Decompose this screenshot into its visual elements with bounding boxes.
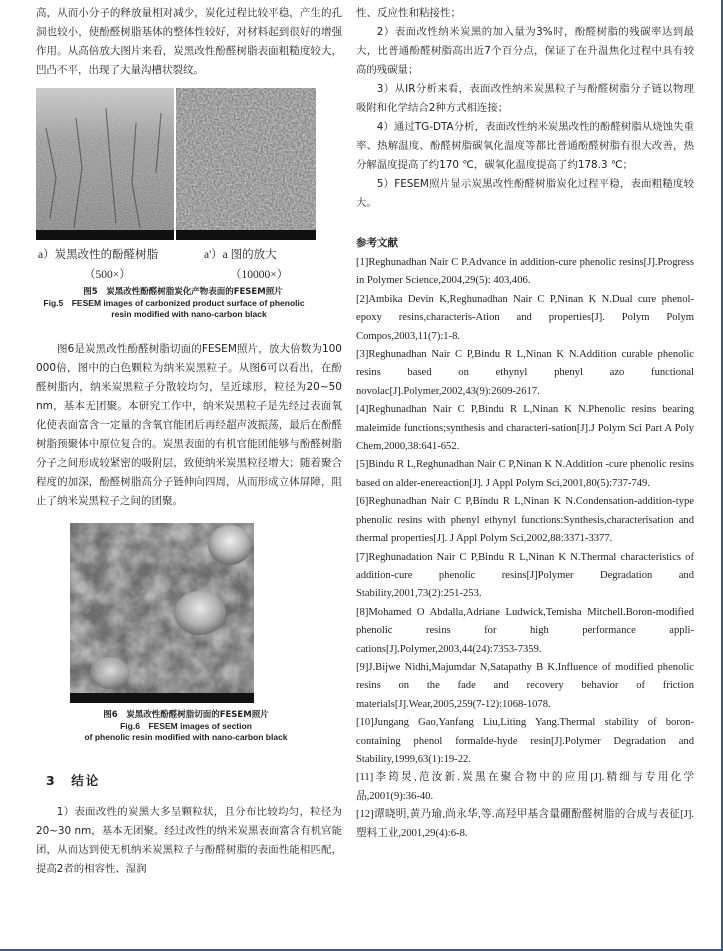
- intro-paragraph: 高，从而小分子的释放量相对减少，炭化过程比较平稳，产生的孔洞也较小，使酚醛树脂基体的整体性较好，对材料起到很好的增强作用。从高倍放大图片来看，炭黑改性酚醛树脂表面粗糙度较大，凹凸不平，出现了大量沟槽状裂纹。: [36, 7, 342, 76]
- reference-item: [3]Reghunadhan Nair C P,Bindu R L,Ninan K N.Addition curable phenolic resins based on ethynyl phenyl azo functional novolac[J].Polymer,2002,43(9):2609-2617.: [356, 349, 694, 397]
- fig5-image-a-texture: [36, 88, 174, 240]
- reference-item: [11]李筠炅,范汝新.炭黑在聚合物中的应用[J].精细与专用化学品,2001(9):36-40.: [356, 772, 694, 802]
- fig6-image-databar: [70, 693, 254, 703]
- fig5-image-a-prime-databar: [176, 230, 316, 240]
- fig5-image-a-prime-texture: [176, 88, 316, 240]
- fig5-mag-a: （500×）: [84, 269, 131, 281]
- reference-item: [8]Mohamed O Abdalla,Adriane Ludwick,Temisha Mitchell.Boron-modified phenolic resins for high performance appli-cations[J].Polymer,2003,44(24):7353-7359.: [356, 606, 694, 655]
- reference-item: [7]Reghunadation Nair C P,Bindu R L,Ninan K N.Thermal characteristics of addition-cure phenolic resins[J]Polymer Degradation and Stability,2001,73(2):251-253.: [356, 551, 694, 600]
- reference-item: [12]谭晓明,黄乃瑜,尚永华,等.高羟甲基含量硼酚醛树脂的合成与表征[J].塑料工业,2001,29(4):6-8.: [356, 809, 694, 839]
- fig6-paragraph: 图6是炭黑改性酚醛树脂切面的FESEM照片，放大倍数为100 000倍，图中的白色颗粒为纳米炭黑粒子。从图6可以看出，在酚醛树脂内，纳米炭黑粒子分散较均匀，呈近球形，粒径为20~50 nm，基本无团聚。本研究工作中，纳米炭黑粒子是先经过表面氧化使表面富含一定量的含氧官能团后再经超声波振荡，最后在酚醛树脂预聚体中原位复合的。炭黑表面的有机官能团能够与酚醛树脂分子之间形成较紧密的吸附层，致使纳米炭黑粒径增大；随着聚合程度的加深，酚醛树脂高分子链伸向四周，从而形成立体屏障，阻止了纳米炭黑粒子之间的团聚。: [36, 343, 342, 507]
- figure-5: [36, 88, 342, 308]
- fig6-caption-en-line1: Fig.6 FESEM images of section: [120, 721, 252, 731]
- fig5-image-a-databar: [36, 230, 174, 240]
- reference-item: [6]Reghunadhan Nair C P,Bindu R L,Ninan K N.Condensation-addition-type phenolic resins with phenyl ethynyl functions:Synthesis,characterisation and thermal properties[J]. J Appl Polym Sci,2002,88:3371-3377.: [356, 496, 694, 545]
- fig6-caption-zh: 图6 炭黑改性酚醛树脂切面的FESEM照片: [103, 710, 269, 720]
- fig6-image: [70, 523, 254, 703]
- figure-6: [36, 523, 342, 742]
- reference-item: [9]J.Bijwe Nidhi,Majumdar N,Satapathy B K.Influence of modified phenolic resins on the fade and recovery behavior of friction materials[J].Wear,2005,259(7-12):1068-1078.: [356, 661, 694, 710]
- fig5-label-a-prime: a'）a 图的放大: [204, 249, 277, 261]
- references-list: [356, 254, 694, 843]
- reference-item: [2]Ambika Devin K,Reghunadhan Nair C P,Ninan K N.Dual cure phenol-epoxy resins,characteris-Ation and properties[J]. Polym Polym Compos,2003,11(7):1-8.: [356, 293, 694, 342]
- fig5-caption-en-line2: resin modified with nano-carbon black: [111, 309, 267, 319]
- conclusion-1-continuation: 性、反应性和粘接性；: [356, 7, 461, 19]
- right-column: [356, 4, 694, 843]
- reference-item: [5]Bindu R L,Reghunadhan Nair C P,Ninan K N.Addition -cure phenolic resins based on alder-enereaction[J]. J Appl Polym Sci,2001,80(5):737-749.: [356, 459, 694, 489]
- reference-item: [10]Jungang Gao,Yanfang Liu,Liting Yang.Thermal stability of boron-containing phenol formalde-hyde resin[J].Polymer Degradation and Stability,1999,63(1):19-22.: [356, 717, 694, 765]
- fig5-mag-a-prime: （10000×）: [230, 269, 289, 281]
- reference-item: [4]Reghunadhan Nair C P,Bindu R L,Ninan K N.Phenolic resins bearing maleimide functions;synthesis and characteri-sation[J].J Polym Sci Part A Poly Chem,2000,38:641-652.: [356, 404, 694, 453]
- reference-item: [1]Reghunadhan Nair C P.Advance in addition-cure phenolic resins[J].Progress in Polymer Science,2004,29(5): 403,406.: [356, 257, 694, 287]
- references-title: 参考文献: [356, 237, 398, 249]
- fig6-caption-en-line2: of phenolic resin modified with nano-carbon black: [84, 732, 288, 742]
- fig5-label-a: a）炭黑改性的酚醛树脂: [38, 249, 159, 261]
- fig5-image-a: [36, 88, 174, 240]
- left-column: [36, 4, 342, 879]
- conclusion-5: 5）FESEM照片显示炭黑改性酚醛树脂炭化过程平稳，表面粗糙度较大。: [356, 178, 694, 209]
- fig5-caption-zh: 图5 炭黑改性酚醛树脂炭化产物表面的FESEM照片: [83, 287, 283, 297]
- conclusion-1: 1）表面改性的炭黑大多呈颗粒状，且分布比较均匀，粒径为20~30 nm，基本无团聚。经过改性的纳米炭黑表面富含有机官能团，从而达到使无机纳米炭黑粒子与酚醛树脂的表面性能相匹配，提高2者的相容性、湿润: [36, 806, 342, 875]
- conclusion-4: 4）通过TG-DTA分析，表面改性纳米炭黑改性的酚醛树脂从烧蚀失重率、热解温度、酚醛树脂碳氧化温度等都比普通酚醛树脂有很大改善，热分解温度提高了约170 ℃，碳氧化温度提高了约178.3 ℃；: [356, 121, 694, 171]
- section-title-conclusion: 3 结论: [46, 773, 101, 788]
- fig5-image-a-prime: [176, 88, 316, 240]
- conclusion-2: 2）表面改性纳米炭黑的加入量为3%时，酚醛树脂的残碳率达到最大，比普通酚醛树脂高出近7个百分点，保证了在升温焦化过程中具有较高的残碳量；: [356, 26, 694, 76]
- fig5-caption-en-line1: Fig.5 FESEM images of carbonized product surface of phenolic: [43, 298, 305, 308]
- fig6-image-texture: [70, 523, 254, 703]
- conclusion-3: 3）从IR分析来看，表面改性纳米炭黑粒子与酚醛树脂分子链以物理吸附和化学结合2种方式相连接；: [356, 83, 694, 114]
